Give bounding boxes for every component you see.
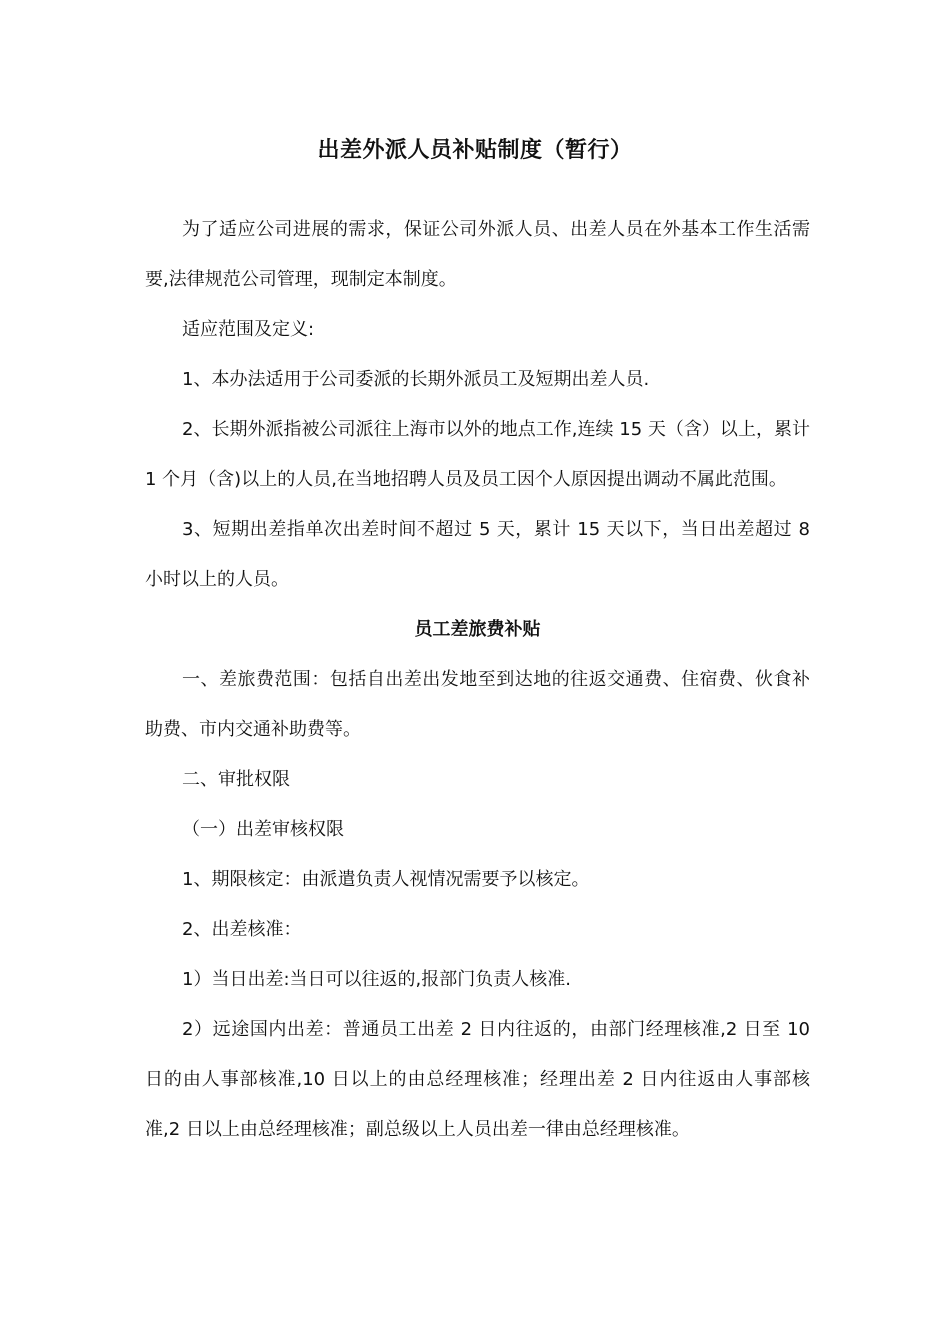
paragraph-scope-heading: 适应范围及定义: — [182, 319, 315, 340]
paragraph-same-day-trip: 1）当日出差:当日可以往返的,报部门负责人核准. — [182, 969, 571, 990]
document-body — [145, 205, 810, 1155]
document-title: 出差外派人员补贴制度（暂行） — [317, 138, 633, 163]
paragraph-approval-subheading: （一）出差审核权限 — [182, 819, 344, 840]
section-title-travel-allowance: 员工差旅费补贴 — [414, 619, 541, 640]
paragraph-long-distance-trip: 2）远途国内出差：普通员工出差 2 日内往返的，由部门经理核准,2 日至 10 日的由人事部核准,10 日以上的由总经理核准；经理出差 2 日内往返由人事部核准,2 日以上由总经理核准；副总级以上人员出差一律由总经理核准。 — [145, 1019, 810, 1140]
paragraph-trip-approval: 2、出差核准： — [182, 919, 302, 940]
paragraph-scope-item-3: 3、短期出差指单次出差时间不超过 5 天，累计 15 天以下，当日出差超过 8 小时以上的人员。 — [145, 519, 810, 590]
paragraph-purpose: 为了适应公司进展的需求，保证公司外派人员、出差人员在外基本工作生活需要,法律规范公司管理，现制定本制度。 — [145, 219, 810, 290]
paragraph-term-approval: 1、期限核定：由派遣负责人视情况需要予以核定。 — [182, 869, 590, 890]
paragraph-expense-scope: 一、差旅费范围：包括自出差出发地至到达地的往返交通费、住宿费、伙食补助费、市内交通补助费等。 — [145, 669, 810, 740]
paragraph-scope-item-2: 2、长期外派指被公司派往上海市以外的地点工作,连续 15 天（含）以上，累计 1 个月（含)以上的人员,在当地招聘人员及员工因个人原因提出调动不属此范围。 — [145, 419, 810, 490]
paragraph-approval-heading: 二、审批权限 — [182, 769, 290, 790]
paragraph-scope-item-1: 1、本办法适用于公司委派的长期外派员工及短期出差人员. — [182, 369, 650, 390]
